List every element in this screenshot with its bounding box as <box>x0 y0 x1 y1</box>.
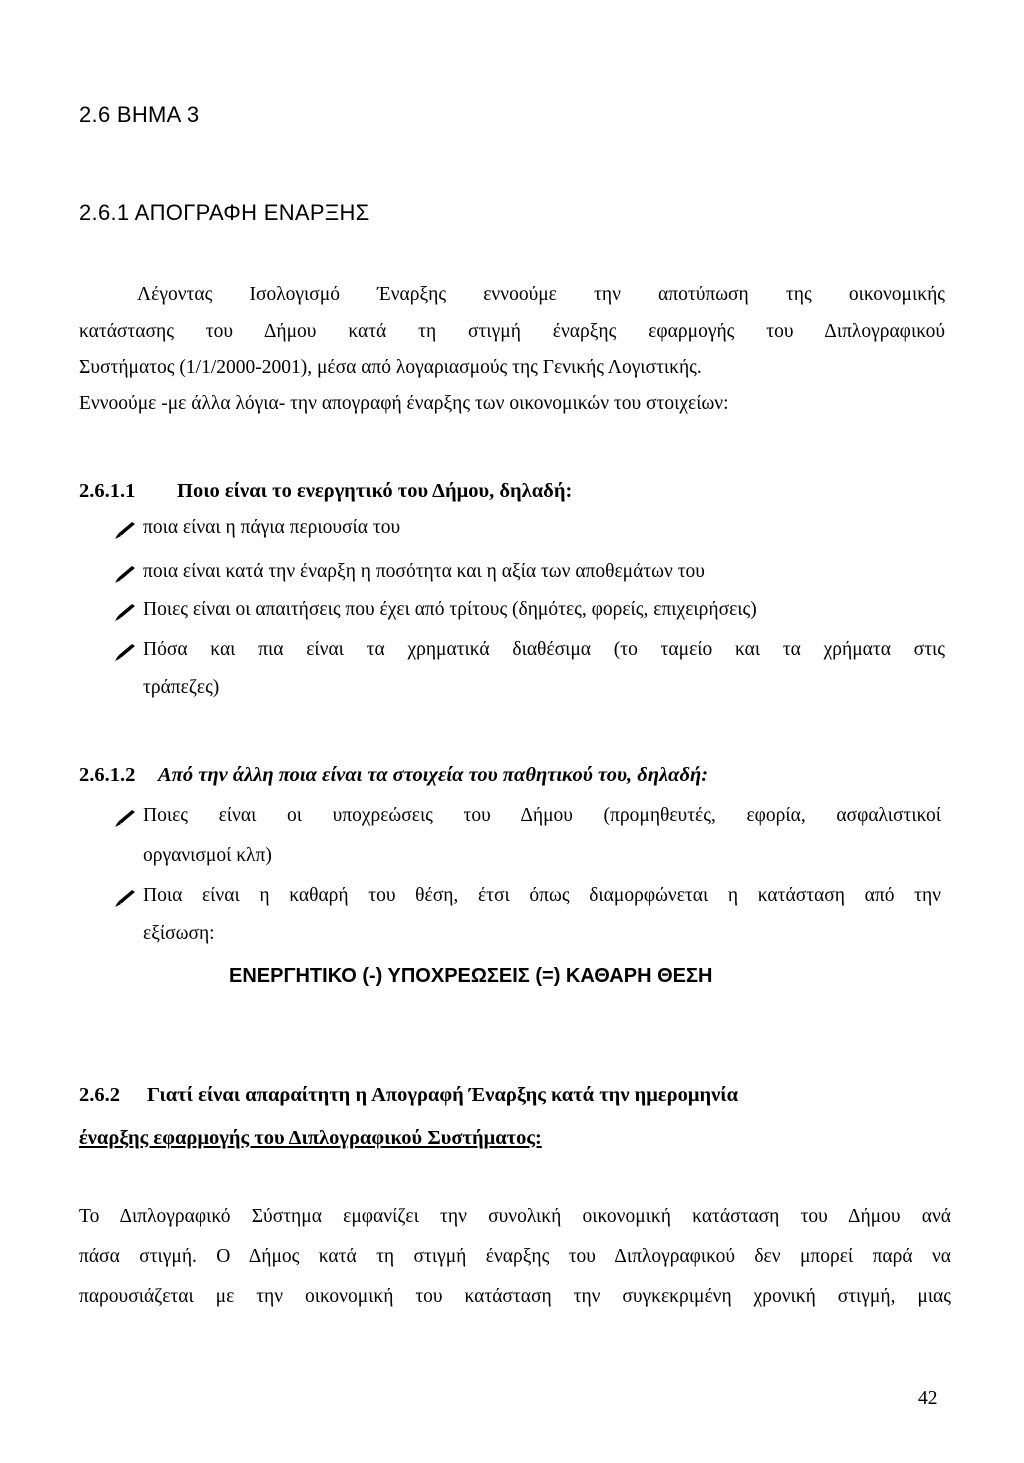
pen-icon <box>113 808 137 828</box>
pen-icon <box>113 888 137 908</box>
sub1-bullet-1: ποια είναι η πάγια περιουσία του <box>143 517 401 538</box>
section-heading: 2.6 ΒΗΜΑ 3 <box>79 102 200 127</box>
subsection-1-number: 2.6.1.1 <box>79 480 136 502</box>
sub2-bullet-1-cont: οργανισμοί κλπ) <box>143 845 272 866</box>
pen-icon <box>113 602 137 622</box>
balance-equation: ΕΝΕΡΓΗΤΙΚΟ (-) ΥΠΟΧΡΕΩΣΕΙΣ (=) ΚΑΘΑΡΗ ΘΕΣΗ <box>229 965 713 987</box>
subsection-3-number: 2.6.2 <box>79 1084 120 1106</box>
intro-line-1: Λέγοντας Ισολογισμό Έναρξης εννοούμε την αποτύπωση της οικονομικής <box>137 284 945 305</box>
subsection-1-title: Ποιο είναι το ενεργητικό του Δήμου, δηλαδή: <box>177 480 573 502</box>
sub1-bullet-4: Πόσα και πια είναι τα χρηματικά διαθέσιμα (το ταμείο και τα χρήματα στις <box>143 639 945 660</box>
sub1-bullet-4-cont: τράπεζες) <box>143 677 220 698</box>
intro-line-3: Συστήματος (1/1/2000-2001), μέσα από λογαριασμούς της Γενικής Λογιστικής. <box>79 357 702 378</box>
page-number: 42 <box>918 1388 938 1409</box>
pen-icon <box>113 520 137 540</box>
subsection-3-title-line-1: Γιατί είναι απαραίτητη η Απογραφή Έναρξης κατά την ημερομηνία <box>147 1084 739 1106</box>
sub1-bullet-3: Ποιες είναι οι απαιτήσεις που έχει από τρίτους (δημότες, φορείς, επιχειρήσεις) <box>143 599 757 620</box>
section-subheading: 2.6.1 ΑΠΟΓΡΑΦΗ ΕΝΑΡΞΗΣ <box>79 200 370 225</box>
subsection-2-number: 2.6.1.2 <box>79 764 136 786</box>
closing-line-2: πάσα στιγμή. Ο Δήμος κατά τη στιγμή έναρξης του Διπλογραφικού δεν μπορεί παρά να <box>79 1246 951 1267</box>
sub2-bullet-2: Ποια είναι η καθαρή του θέση, έτσι όπως διαμορφώνεται η κατάσταση από την <box>143 885 941 906</box>
sub2-bullet-1: Ποιες είναι οι υποχρεώσεις του Δήμου (προμηθευτές, εφορία, ασφαλιστικοί <box>143 805 941 826</box>
subsection-3-title-line-2: έναρξης εφαρμογής του Διπλογραφικού Συστήματος: <box>79 1127 542 1149</box>
closing-line-3: παρουσιάζεται με την οικονομική του κατάσταση την συγκεκριμένη χρονική στιγμή, μιας <box>79 1286 951 1307</box>
pen-icon <box>113 642 137 662</box>
intro-line-2: κατάστασης του Δήμου κατά τη στιγμή έναρξης εφαρμογής του Διπλογραφικού <box>79 321 945 342</box>
intro-line-4: Εννοούμε -με άλλα λόγια- την απογραφή έναρξης των οικονομικών του στοιχείων: <box>79 393 729 414</box>
pen-icon <box>113 564 137 584</box>
sub1-bullet-2: ποια είναι κατά την έναρξη η ποσότητα και η αξία των αποθεμάτων του <box>143 561 705 582</box>
closing-line-1: Το Διπλογραφικό Σύστημα εμφανίζει την συνολική οικονομική κατάσταση του Δήμου ανά <box>79 1206 951 1227</box>
sub2-bullet-2-cont: εξίσωση: <box>143 923 215 944</box>
subsection-2-title: Από την άλλη ποια είναι τα στοιχεία του παθητικού του, δηλαδή: <box>158 764 709 786</box>
